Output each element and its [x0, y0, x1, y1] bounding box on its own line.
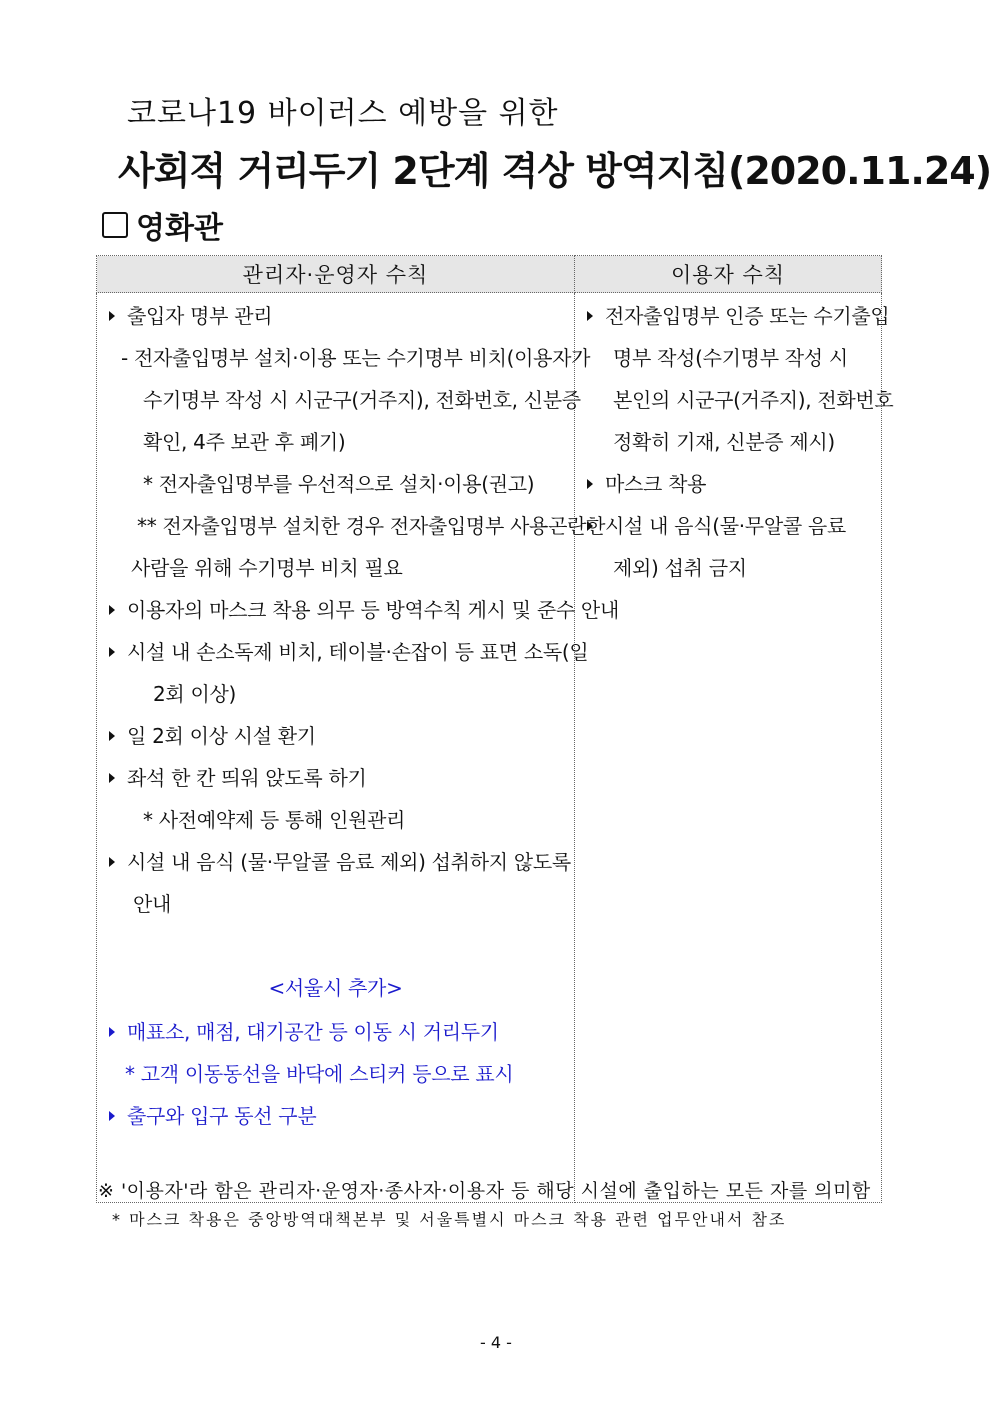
- rule-text: * 사전예약제 등 통해 인원관리: [143, 808, 406, 832]
- rules-table: [96, 255, 894, 1203]
- section-heading: [102, 203, 223, 247]
- rule-text: 이용자의 마스크 착용 의무 등 방역수칙 게시 및 준수 안내: [127, 598, 619, 622]
- bullet-triangle-icon: [109, 857, 115, 867]
- bullet-triangle-icon: [109, 1027, 115, 1037]
- rule-text: 출구와 입구 동선 구분: [127, 1104, 317, 1128]
- title-line1: 코로나19 바이러스 예방을 위한: [127, 96, 559, 131]
- rule-line: [153, 681, 236, 707]
- title-line2: 사회적 거리두기 2단계 격상 방역지침(2020.11.24): [118, 149, 992, 193]
- rule-text: 일 2회 이상 시설 환기: [127, 724, 316, 748]
- rule-line: [109, 1103, 316, 1129]
- page-number: - 4 -: [480, 1333, 512, 1352]
- rule-text: 안내: [133, 892, 172, 916]
- rule-text: * 전자출입명부를 우선적으로 설치·이용(권고): [143, 472, 535, 496]
- rule-line: [143, 471, 534, 497]
- rule-text: 마스크 착용: [605, 472, 707, 496]
- rule-line: [613, 387, 893, 413]
- rule-line: [587, 471, 706, 497]
- rule-line: [613, 345, 848, 371]
- footnote-definition: ※ '이용자'라 함은 관리자·운영자·종사자·이용자 등 해당 시설에 출입하는 모든 자를 의미함: [98, 1180, 871, 1202]
- rule-text: 제외) 섭취 금지: [613, 556, 747, 580]
- col-header-user: 이용자 수칙: [575, 256, 882, 293]
- bullet-triangle-icon: [587, 311, 593, 321]
- manager-rules-cell: [97, 293, 619, 1203]
- rule-line: [587, 513, 846, 539]
- rule-text: * 고객 이동동선을 바닥에 스티커 등으로 표시: [125, 1062, 514, 1086]
- rule-text: 시설 내 음식 (물·무알콜 음료 제외) 섭취하지 않도록: [127, 850, 571, 874]
- section-title: 영화관: [136, 211, 223, 246]
- bullet-triangle-icon: [587, 521, 593, 531]
- rule-text: ** 전자출입명부 설치한 경우 전자출입명부 사용곤란한: [137, 514, 606, 538]
- rule-text: 수기명부 작성 시 시군구(거주지), 전화번호, 신분증: [143, 388, 581, 412]
- seoul-addition-title: <서울시 추가>: [268, 976, 403, 1000]
- rule-text: 전자출입명부 인증 또는 수기출입: [605, 304, 890, 328]
- bullet-triangle-icon: [109, 731, 115, 741]
- rule-text: 시설 내 음식(물·무알콜 음료: [605, 514, 846, 538]
- rule-line: [121, 345, 590, 371]
- rule-line: [587, 303, 889, 329]
- footnote-mask: * 마스크 착용은 중앙방역대책본부 및 서울특별시 마스크 착용 관련 업무안내서 참조: [112, 1210, 787, 1229]
- rule-line: [131, 555, 403, 581]
- rule-line: [109, 849, 571, 875]
- rule-text: 2회 이상): [153, 682, 237, 706]
- rule-text: 좌석 한 칸 띄워 앉도록 하기: [127, 766, 367, 790]
- bullet-triangle-icon: [109, 605, 115, 615]
- bullet-triangle-icon: [109, 1111, 115, 1121]
- rule-line: [109, 303, 272, 329]
- bullet-triangle-icon: [109, 647, 115, 657]
- rule-line: [133, 891, 171, 917]
- rule-line: [109, 597, 619, 623]
- bullet-triangle-icon: [587, 479, 593, 489]
- rule-line: [143, 807, 405, 833]
- rule-line: [109, 765, 367, 791]
- rule-line: [143, 387, 581, 413]
- rule-line: [125, 1061, 513, 1087]
- bullet-triangle-icon: [109, 773, 115, 783]
- checkbox-square-icon: [102, 212, 128, 238]
- rule-text: 사람을 위해 수기명부 비치 필요: [131, 556, 403, 580]
- rule-line: [109, 1019, 499, 1045]
- rule-text: - 전자출입명부 설치·이용 또는 수기명부 비치(이용자가: [121, 346, 591, 370]
- rule-text: 시설 내 손소독제 비치, 테이블·손잡이 등 표면 소독(일: [127, 640, 589, 664]
- rule-text: 매표소, 매점, 대기공간 등 이동 시 거리두기: [127, 1020, 499, 1044]
- rule-text: 명부 작성(수기명부 작성 시: [613, 346, 848, 370]
- rule-text: 출입자 명부 관리: [127, 304, 273, 328]
- bullet-triangle-icon: [109, 311, 115, 321]
- rule-text: 정확히 기재, 신분증 제시): [613, 430, 835, 454]
- rule-line: [109, 639, 588, 665]
- rule-line: [613, 429, 835, 455]
- rule-line: [137, 513, 605, 539]
- rule-line: [613, 555, 747, 581]
- rule-line: [143, 429, 345, 455]
- rule-line: [109, 723, 316, 749]
- col-header-manager: 관리자·운영자 수칙: [97, 256, 575, 293]
- user-rules-cell: [575, 293, 894, 1203]
- rule-text: 확인, 4주 보관 후 폐기): [143, 430, 346, 454]
- rule-text: 본인의 시군구(거주지), 전화번호: [613, 388, 894, 412]
